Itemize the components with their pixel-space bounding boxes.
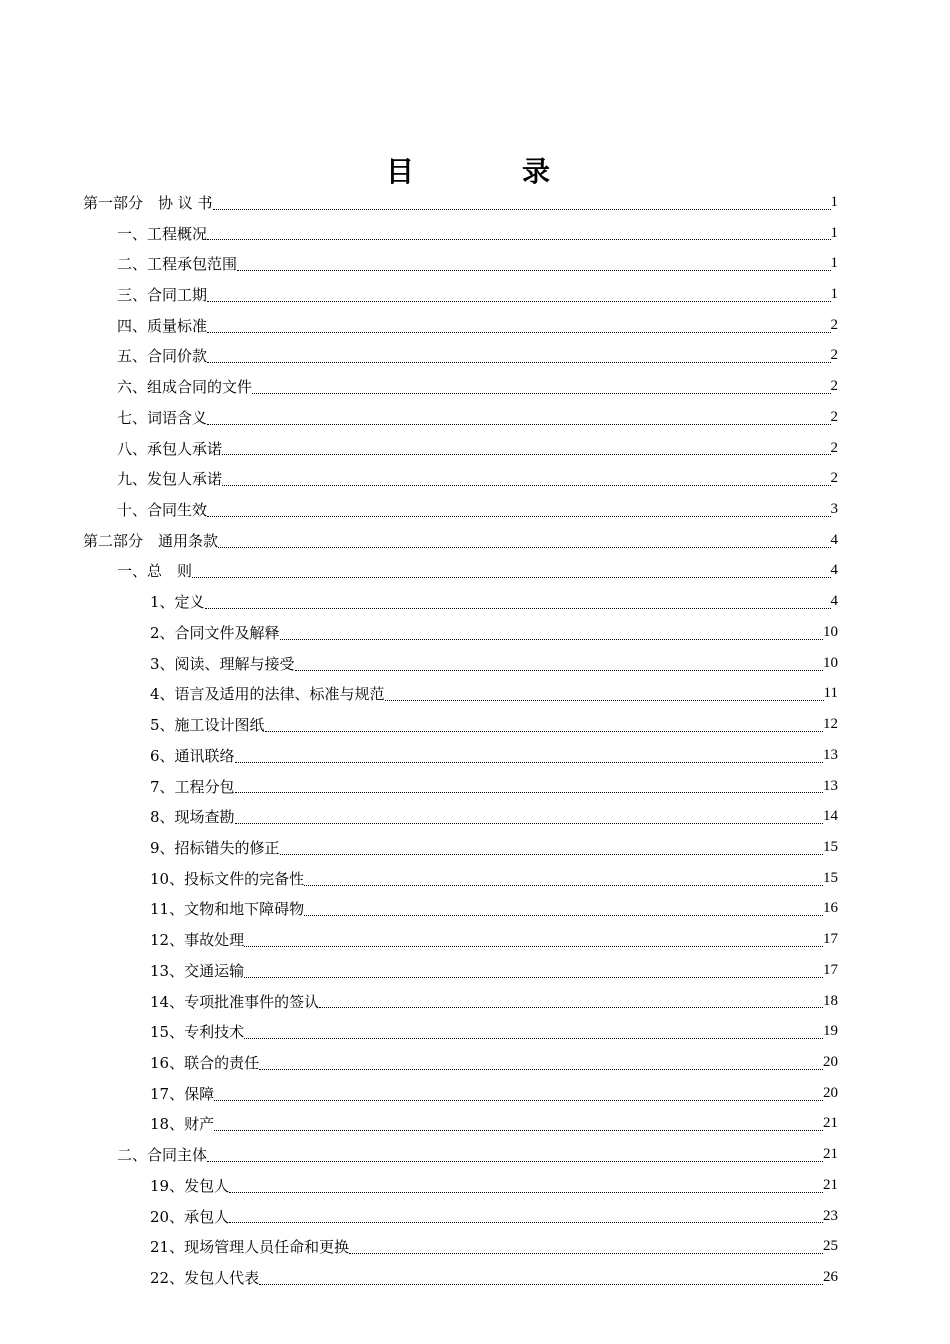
toc-entry-label: 12、事故处理 <box>150 931 245 950</box>
toc-entry[interactable] <box>0 371 950 402</box>
dot-leader <box>235 801 823 832</box>
toc-entry-label: 18、财产 <box>150 1115 215 1134</box>
toc-entry-label: 21、现场管理人员任命和更换 <box>150 1238 350 1257</box>
toc-entry-label: 17、保障 <box>150 1084 215 1103</box>
toc-entry-label: 七、词语含义 <box>117 408 208 427</box>
toc-entry-label: 3、阅读、理解与接受 <box>150 654 295 673</box>
toc-entry[interactable] <box>0 832 950 863</box>
toc-entry-page-number: 2 <box>830 439 838 456</box>
toc-entry-label: 15、专利技术 <box>150 1023 245 1042</box>
dot-leader <box>229 1201 823 1232</box>
toc-entry-page-number: 25 <box>823 1238 838 1255</box>
toc-entry-page-number: 26 <box>823 1269 838 1286</box>
toc-entry[interactable] <box>0 648 950 679</box>
toc-entry[interactable] <box>0 1262 950 1293</box>
toc-entry-page-number: 4 <box>830 531 838 548</box>
toc-entry-page-number: 4 <box>830 593 838 610</box>
dot-leader <box>229 1170 823 1201</box>
toc-entry-page-number: 2 <box>830 316 838 333</box>
dot-leader <box>295 648 823 679</box>
dot-leader <box>207 310 830 341</box>
toc-entry[interactable] <box>0 586 950 617</box>
toc-entry-page-number: 15 <box>823 838 838 855</box>
dot-leader <box>252 371 830 402</box>
toc-entry-label: 10、投标文件的完备性 <box>150 869 305 888</box>
toc-entry[interactable] <box>0 341 950 372</box>
toc-entry-label: 六、组成合同的文件 <box>117 378 253 397</box>
toc-entry-page-number: 20 <box>823 1084 838 1101</box>
dot-leader <box>235 771 823 802</box>
toc-entry-label: 第二部分 通用条款 <box>83 531 219 550</box>
toc-entry-page-number: 10 <box>823 623 838 640</box>
toc-entry-page-number: 16 <box>823 900 838 917</box>
toc-entry-page-number: 2 <box>830 347 838 364</box>
toc-entry[interactable] <box>0 894 950 925</box>
toc-entry-page-number: 20 <box>823 1053 838 1070</box>
toc-entry[interactable] <box>0 310 950 341</box>
dot-leader <box>207 494 830 525</box>
toc-entry[interactable] <box>0 402 950 433</box>
toc-entry[interactable] <box>0 863 950 894</box>
toc-entry-page-number: 2 <box>830 378 838 395</box>
toc-entry[interactable] <box>0 248 950 279</box>
toc-entry-page-number: 2 <box>830 470 838 487</box>
dot-leader <box>207 341 830 372</box>
toc-entry[interactable] <box>0 1170 950 1201</box>
toc-entry[interactable] <box>0 924 950 955</box>
toc-entry-page-number: 2 <box>830 408 838 425</box>
toc-entry[interactable] <box>0 187 950 218</box>
toc-entry-label: 九、发包人承诺 <box>117 470 223 489</box>
toc-entry[interactable] <box>0 1139 950 1170</box>
dot-leader <box>244 1016 823 1047</box>
dot-leader <box>319 986 823 1017</box>
page-title: 目 录 <box>385 155 590 188</box>
toc-entry-label: 四、质量标准 <box>117 316 208 335</box>
toc-entry-page-number: 1 <box>830 286 838 303</box>
dot-leader <box>280 832 823 863</box>
toc-entry-page-number: 1 <box>830 224 838 241</box>
toc-entry[interactable] <box>0 463 950 494</box>
toc-entry[interactable] <box>0 1109 950 1140</box>
dot-leader <box>214 1078 823 1109</box>
dot-leader <box>349 1231 823 1262</box>
dot-leader <box>213 187 831 218</box>
toc-entry-label: 11、文物和地下障碍物 <box>150 900 305 919</box>
toc-entry[interactable] <box>0 709 950 740</box>
toc-entry[interactable] <box>0 433 950 464</box>
toc-entry-label: 9、招标错失的修正 <box>150 838 280 857</box>
toc-entry[interactable] <box>0 1201 950 1232</box>
dot-leader <box>304 894 823 925</box>
toc-entry[interactable] <box>0 801 950 832</box>
toc-entry[interactable] <box>0 279 950 310</box>
toc-entry[interactable] <box>0 1231 950 1262</box>
toc-entry[interactable] <box>0 1016 950 1047</box>
toc-entry-label: 5、施工设计图纸 <box>150 716 265 735</box>
toc-entry-page-number: 1 <box>830 255 838 272</box>
toc-entry-page-number: 11 <box>823 685 838 702</box>
toc-entry-page-number: 17 <box>823 931 838 948</box>
dot-leader <box>207 1139 823 1170</box>
toc-entry[interactable] <box>0 1047 950 1078</box>
toc-entry-label: 三、合同工期 <box>117 286 208 305</box>
dot-leader <box>244 924 823 955</box>
toc-entry-page-number: 21 <box>823 1176 838 1193</box>
dot-leader <box>244 955 823 986</box>
toc-entry-label: 19、发包人 <box>150 1176 230 1195</box>
table-of-contents <box>0 187 950 1293</box>
dot-leader <box>235 740 823 771</box>
toc-entry-label: 五、合同价款 <box>117 347 208 366</box>
toc-entry-page-number: 17 <box>823 961 838 978</box>
dot-leader <box>205 586 831 617</box>
toc-entry-page-number: 18 <box>823 992 838 1009</box>
dot-leader <box>207 402 830 433</box>
dot-leader <box>218 525 830 556</box>
toc-entry[interactable] <box>0 771 950 802</box>
toc-entry-label: 14、专项批准事件的签认 <box>150 992 320 1011</box>
toc-entry-page-number: 14 <box>823 808 838 825</box>
toc-entry-page-number: 12 <box>823 716 838 733</box>
toc-entry-page-number: 21 <box>823 1115 838 1132</box>
toc-entry[interactable] <box>0 740 950 771</box>
toc-entry-label: 7、工程分包 <box>150 777 235 796</box>
toc-entry-label: 13、交通运输 <box>150 961 245 980</box>
toc-entry[interactable] <box>0 556 950 587</box>
dot-leader <box>214 1109 823 1140</box>
dot-leader <box>237 248 830 279</box>
toc-entry-label: 2、合同文件及解释 <box>150 623 280 642</box>
toc-entry-page-number: 19 <box>823 1023 838 1040</box>
toc-entry[interactable] <box>0 617 950 648</box>
dot-leader <box>222 463 830 494</box>
toc-entry-label: 一、总 则 <box>117 562 193 581</box>
toc-entry-label: 一、工程概况 <box>117 224 208 243</box>
dot-leader <box>265 709 823 740</box>
dot-leader <box>222 433 830 464</box>
toc-entry-label: 4、语言及适用的法律、标准与规范 <box>150 685 385 704</box>
toc-entry[interactable] <box>0 986 950 1017</box>
dot-leader <box>207 218 830 249</box>
toc-entry-page-number: 21 <box>823 1146 838 1163</box>
toc-entry[interactable] <box>0 1078 950 1109</box>
dot-leader <box>207 279 830 310</box>
toc-entry-label: 22、发包人代表 <box>150 1269 260 1288</box>
toc-entry-label: 第一部分 协 议 书 <box>83 193 213 212</box>
toc-entry-page-number: 13 <box>823 746 838 763</box>
toc-entry-label: 二、合同主体 <box>117 1146 208 1165</box>
toc-entry-page-number: 1 <box>830 193 838 210</box>
dot-leader <box>192 556 830 587</box>
toc-entry-label: 20、承包人 <box>150 1207 230 1226</box>
toc-entry[interactable] <box>0 218 950 249</box>
toc-entry-page-number: 3 <box>830 501 838 518</box>
toc-entry-label: 1、定义 <box>150 593 205 612</box>
toc-entry-page-number: 15 <box>823 869 838 886</box>
toc-entry-label: 8、现场查勘 <box>150 808 235 827</box>
toc-entry-label: 二、工程承包范围 <box>117 255 238 274</box>
toc-entry[interactable] <box>0 494 950 525</box>
toc-entry-page-number: 4 <box>830 562 838 579</box>
toc-entry[interactable] <box>0 525 950 556</box>
toc-entry-page-number: 23 <box>823 1207 838 1224</box>
dot-leader <box>304 863 823 894</box>
toc-entry-page-number: 10 <box>823 654 838 671</box>
toc-entry-label: 十、合同生效 <box>117 501 208 520</box>
toc-entry-label: 八、承包人承诺 <box>117 439 223 458</box>
dot-leader <box>385 679 824 710</box>
dot-leader <box>259 1262 823 1293</box>
toc-entry-page-number: 13 <box>823 777 838 794</box>
toc-entry[interactable] <box>0 679 950 710</box>
toc-entry[interactable] <box>0 955 950 986</box>
dot-leader <box>259 1047 823 1078</box>
toc-entry-label: 6、通讯联络 <box>150 746 235 765</box>
toc-entry-label: 16、联合的责任 <box>150 1053 260 1072</box>
dot-leader <box>280 617 823 648</box>
